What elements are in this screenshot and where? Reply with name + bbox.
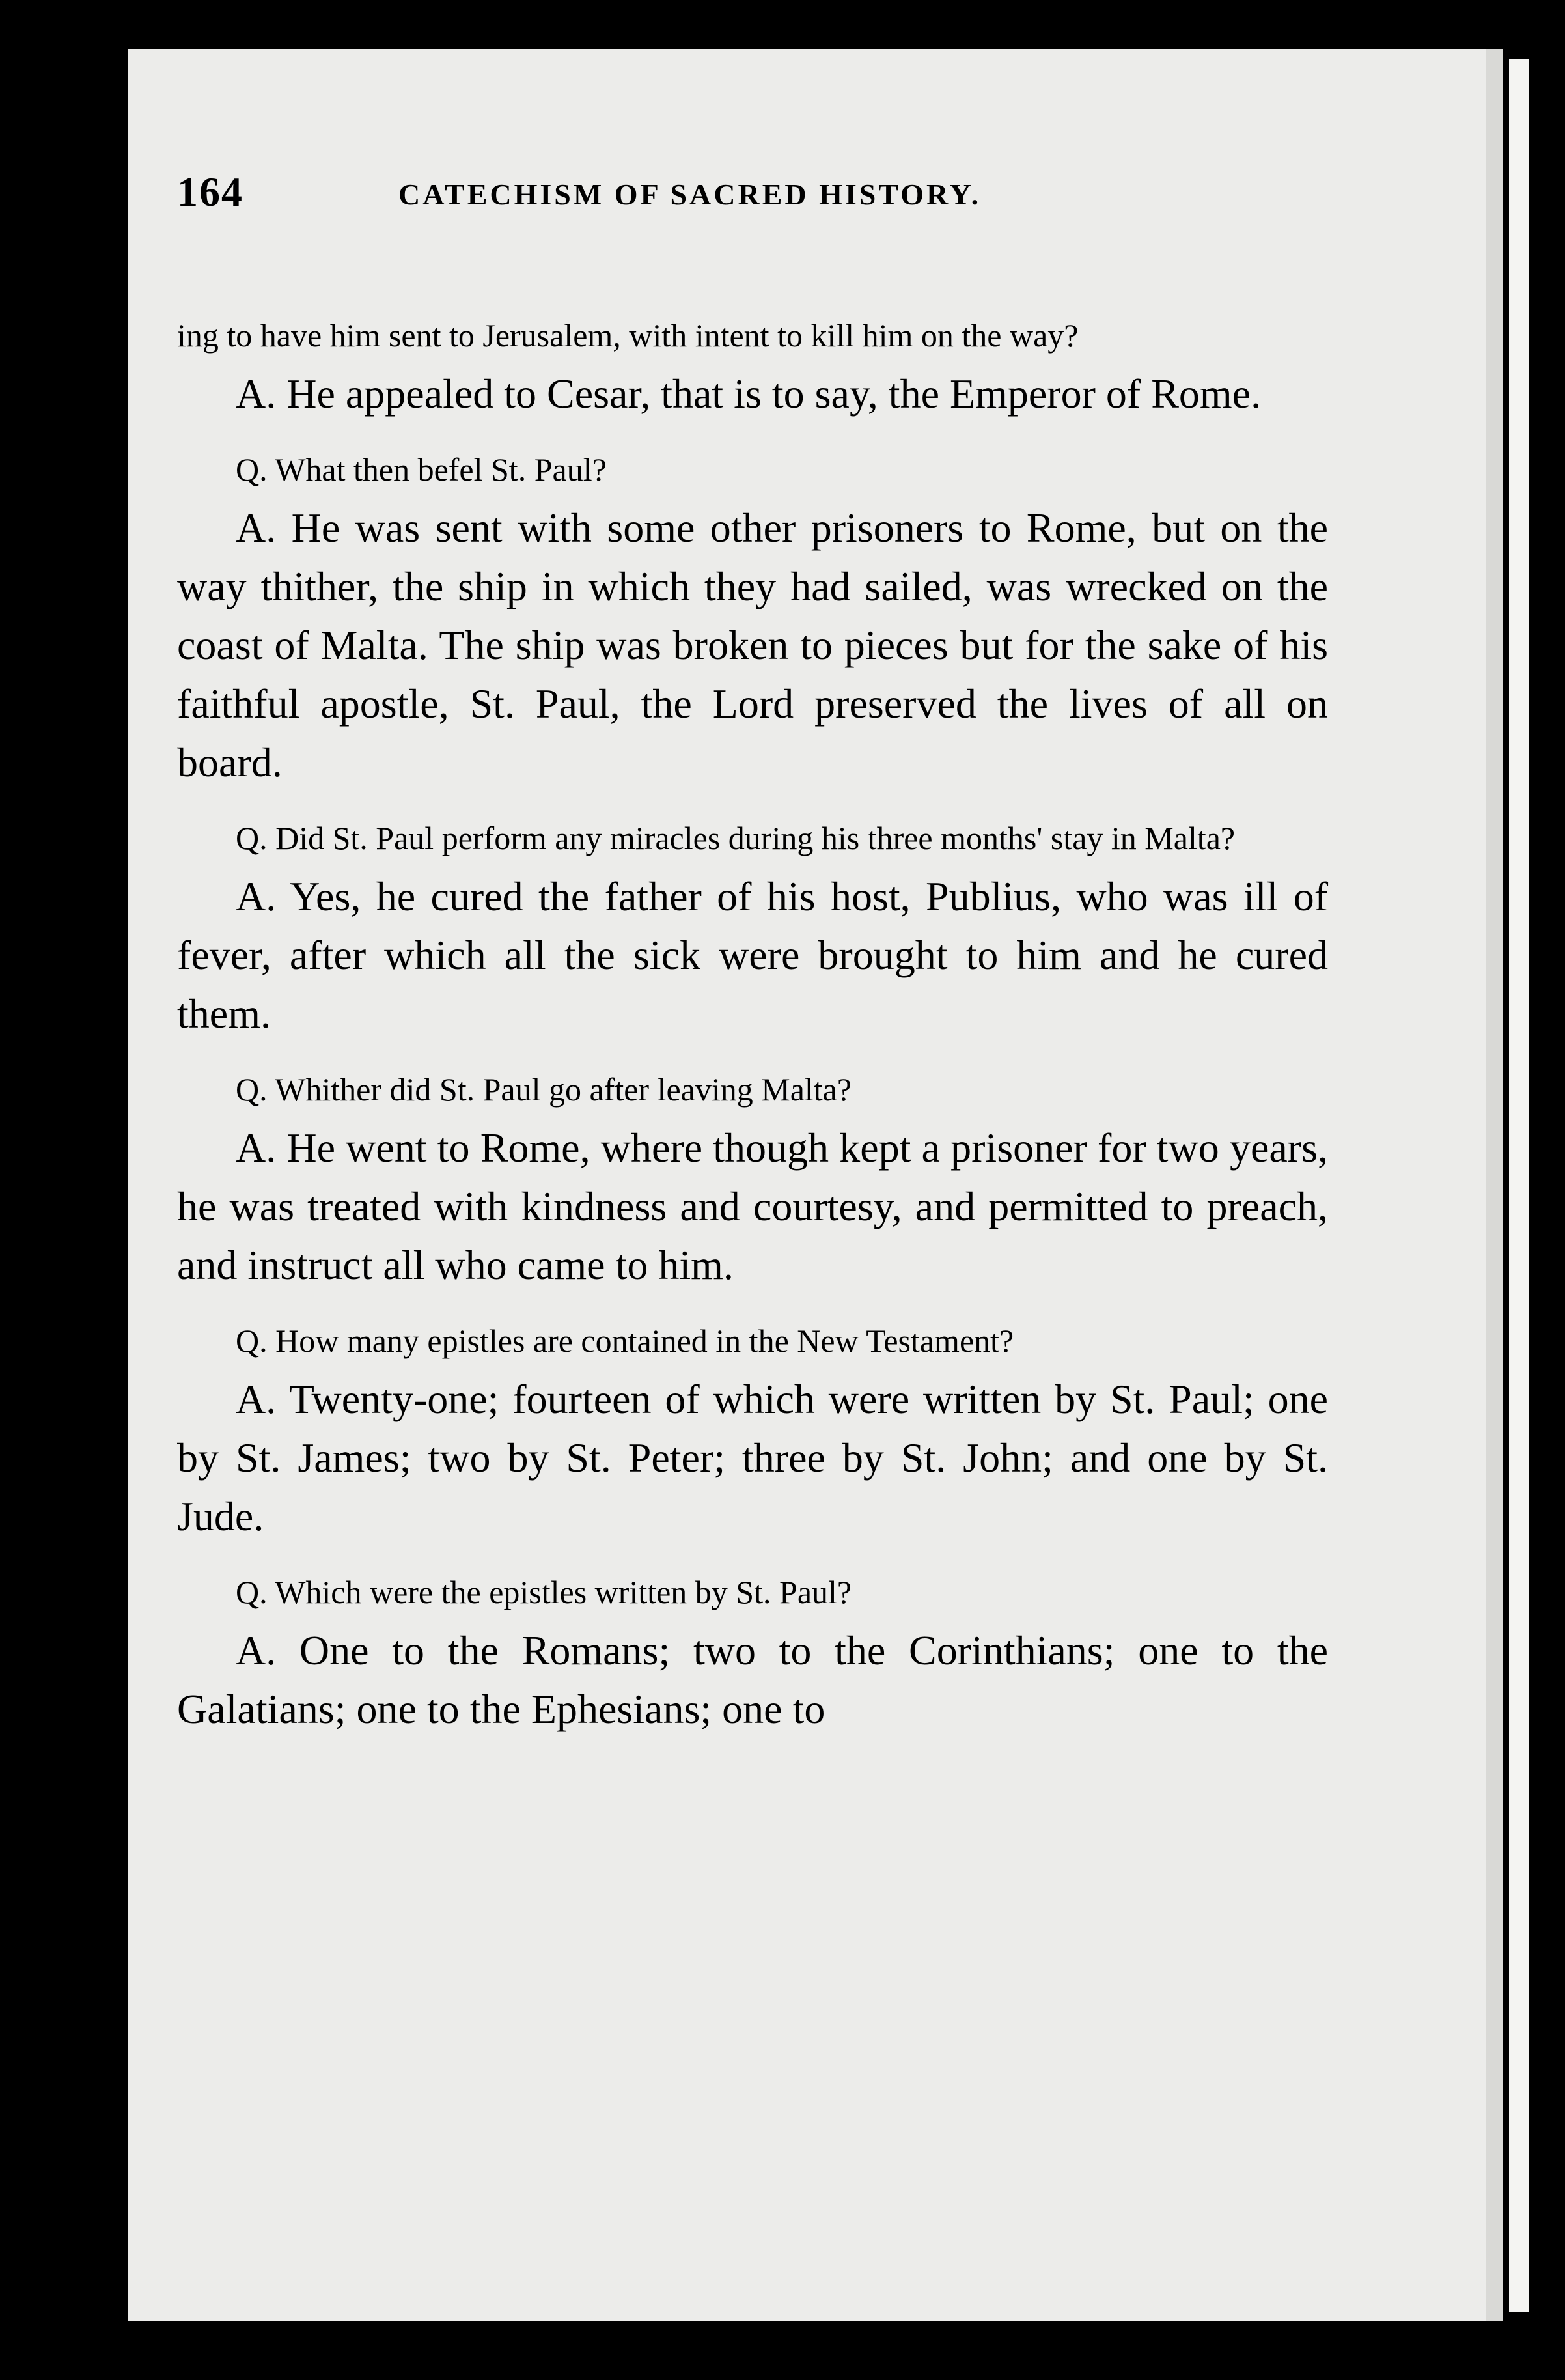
running-title: CATECHISM OF SACRED HISTORY.: [398, 178, 982, 211]
question-continued: ing to have him sent to Jerusalem, with intent to kill him on the way?: [177, 317, 1079, 354]
catechism-text: [177, 313, 1328, 1762]
question: Q. Did St. Paul perform any miracles during his three months' stay in Malta?: [236, 820, 1236, 856]
page-number: 164: [177, 169, 243, 215]
question: Q. What then befel St. Paul?: [236, 451, 607, 488]
page-header: [177, 168, 1284, 227]
answer: A. He appealed to Cesar, that is to say, the Emperor of Rome.: [236, 371, 1262, 417]
answer: A. Yes, he cured the father of his host, Publius, who was ill of fever, after which all the sick were brought to him and he cured them.: [177, 873, 1328, 1037]
answer: A. One to the Romans; two to the Corinthians; one to the Galatians; one to the Ephesians; one to: [177, 1627, 1328, 1732]
answer: A. He went to Rome, where though kept a prisoner for two years, he was treated with kindness and courtesy, and permitted to preach, and instruct all who came to him.: [177, 1125, 1328, 1288]
page-edge-strip: [1509, 59, 1529, 2312]
answer: A. He was sent with some other prisoners to Rome, but on the way thither, the ship in which they had sailed, was wrecked on the coast of Malta. The ship was broken to pieces but for the sake of his faithful apostle, St. Paul, the Lord preserved the lives of all on board.: [177, 505, 1328, 785]
question: Q. How many epistles are contained in the New Testament?: [236, 1323, 1014, 1359]
answer: A. Twenty-one; fourteen of which were written by St. Paul; one by St. James; two by St. Peter; three by St. John; and one by St. Jude.: [177, 1376, 1328, 1539]
question: Q. Which were the epistles written by St. Paul?: [236, 1574, 852, 1610]
question: Q. Whither did St. Paul go after leaving Malta?: [236, 1071, 852, 1108]
